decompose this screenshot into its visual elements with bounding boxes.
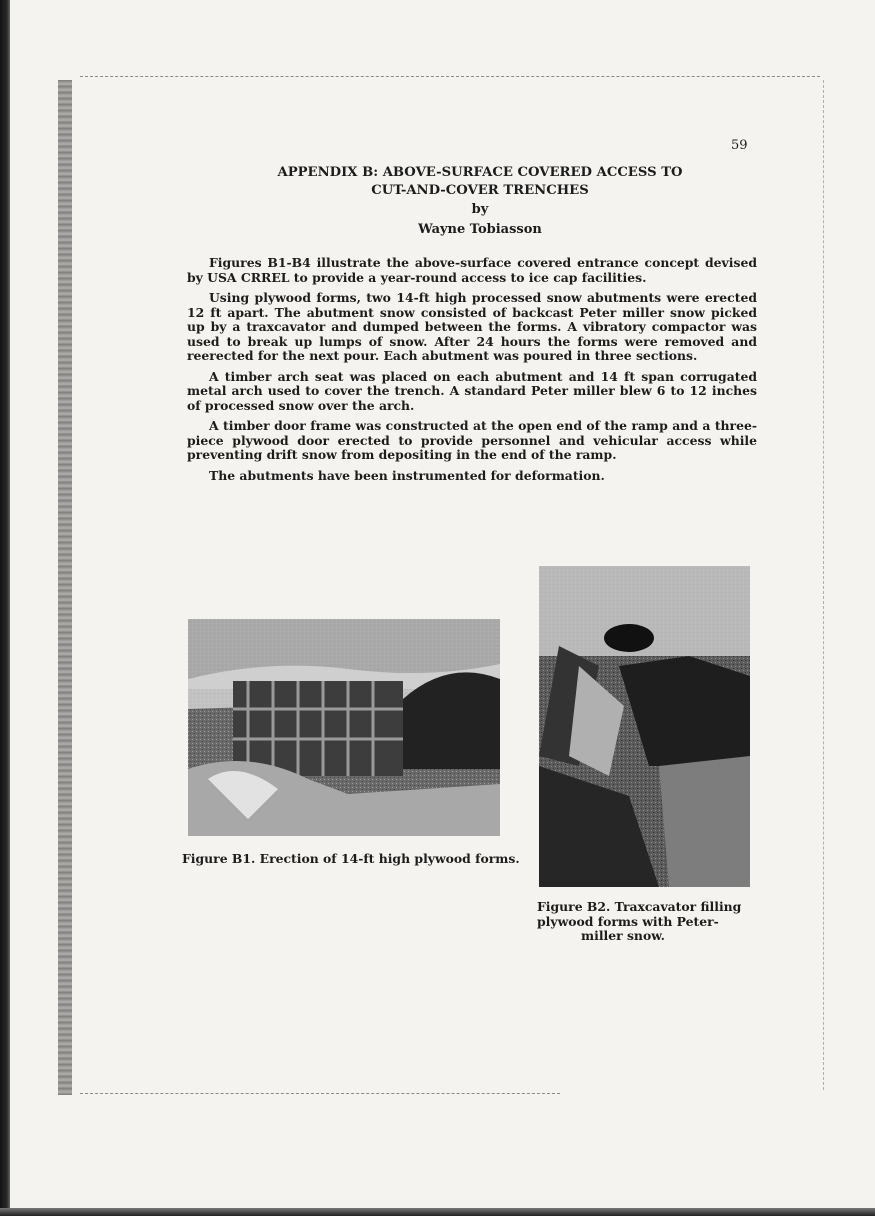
- title-line-1: APPENDIX B: ABOVE-SURFACE COVERED ACCESS TO: [277, 165, 683, 180]
- paragraph: A timber door frame was constructed at the open end of the ramp and a three-piece plywood door erected to provide personnel and vehicular access while preventing drift snow from depositing in the end of the ramp.: [187, 418, 757, 462]
- bottom-rule: [80, 1093, 560, 1094]
- appendix-title: [220, 164, 740, 200]
- figure-b2-caption: [537, 900, 757, 944]
- figure-b1-image: [188, 619, 500, 836]
- figure-b1-photo: [188, 619, 500, 836]
- figure-b2-caption-line: plywood forms with Peter-: [537, 913, 719, 929]
- author-name: Wayne Tobiasson: [418, 222, 542, 237]
- page-bottom-edge: [0, 1208, 875, 1216]
- figure-b2-photo: [539, 566, 750, 887]
- page-binding-shadow: [0, 0, 10, 1216]
- top-rule: [80, 76, 820, 77]
- page-binding-edge: [58, 80, 72, 1095]
- paragraph: Using plywood forms, two 14-ft high processed snow abutments were erected 12 ft apart. The abutment snow consisted of backcast Peter miller snow picked up by a traxcavator and dumped between the forms. A vibratory compactor was used to break up lumps of snow. After 24 hours the forms were removed and reerected for the next pour. Each abutment was poured in three sections.: [187, 290, 757, 363]
- figure-b2-caption-line: Figure B2. Traxcavator filling: [537, 899, 742, 914]
- byline-by: by: [471, 202, 489, 217]
- paragraph: Figures B1-B4 illustrate the above-surface covered entrance concept devised by USA CRREL to provide a year-round access to ice cap facilities.: [187, 255, 757, 285]
- figure-b1-caption: Figure B1. Erection of 14-ft high plywood forms.: [182, 851, 520, 866]
- paragraph: The abutments have been instrumented for deformation.: [209, 467, 605, 483]
- page-number: 59: [731, 138, 748, 153]
- paragraph: A timber arch seat was placed on each abutment and 14 ft span corrugated metal arch used to cover the trench. A standard Peter miller blew 6 to 12 inches of processed snow over the arch.: [187, 368, 757, 413]
- right-rule: [823, 80, 824, 1090]
- figure-b2-caption-line: miller snow.: [581, 928, 665, 943]
- figure-b2-image: [539, 566, 750, 887]
- title-line-2: CUT-AND-COVER TRENCHES: [371, 183, 589, 198]
- body-text: [187, 256, 757, 489]
